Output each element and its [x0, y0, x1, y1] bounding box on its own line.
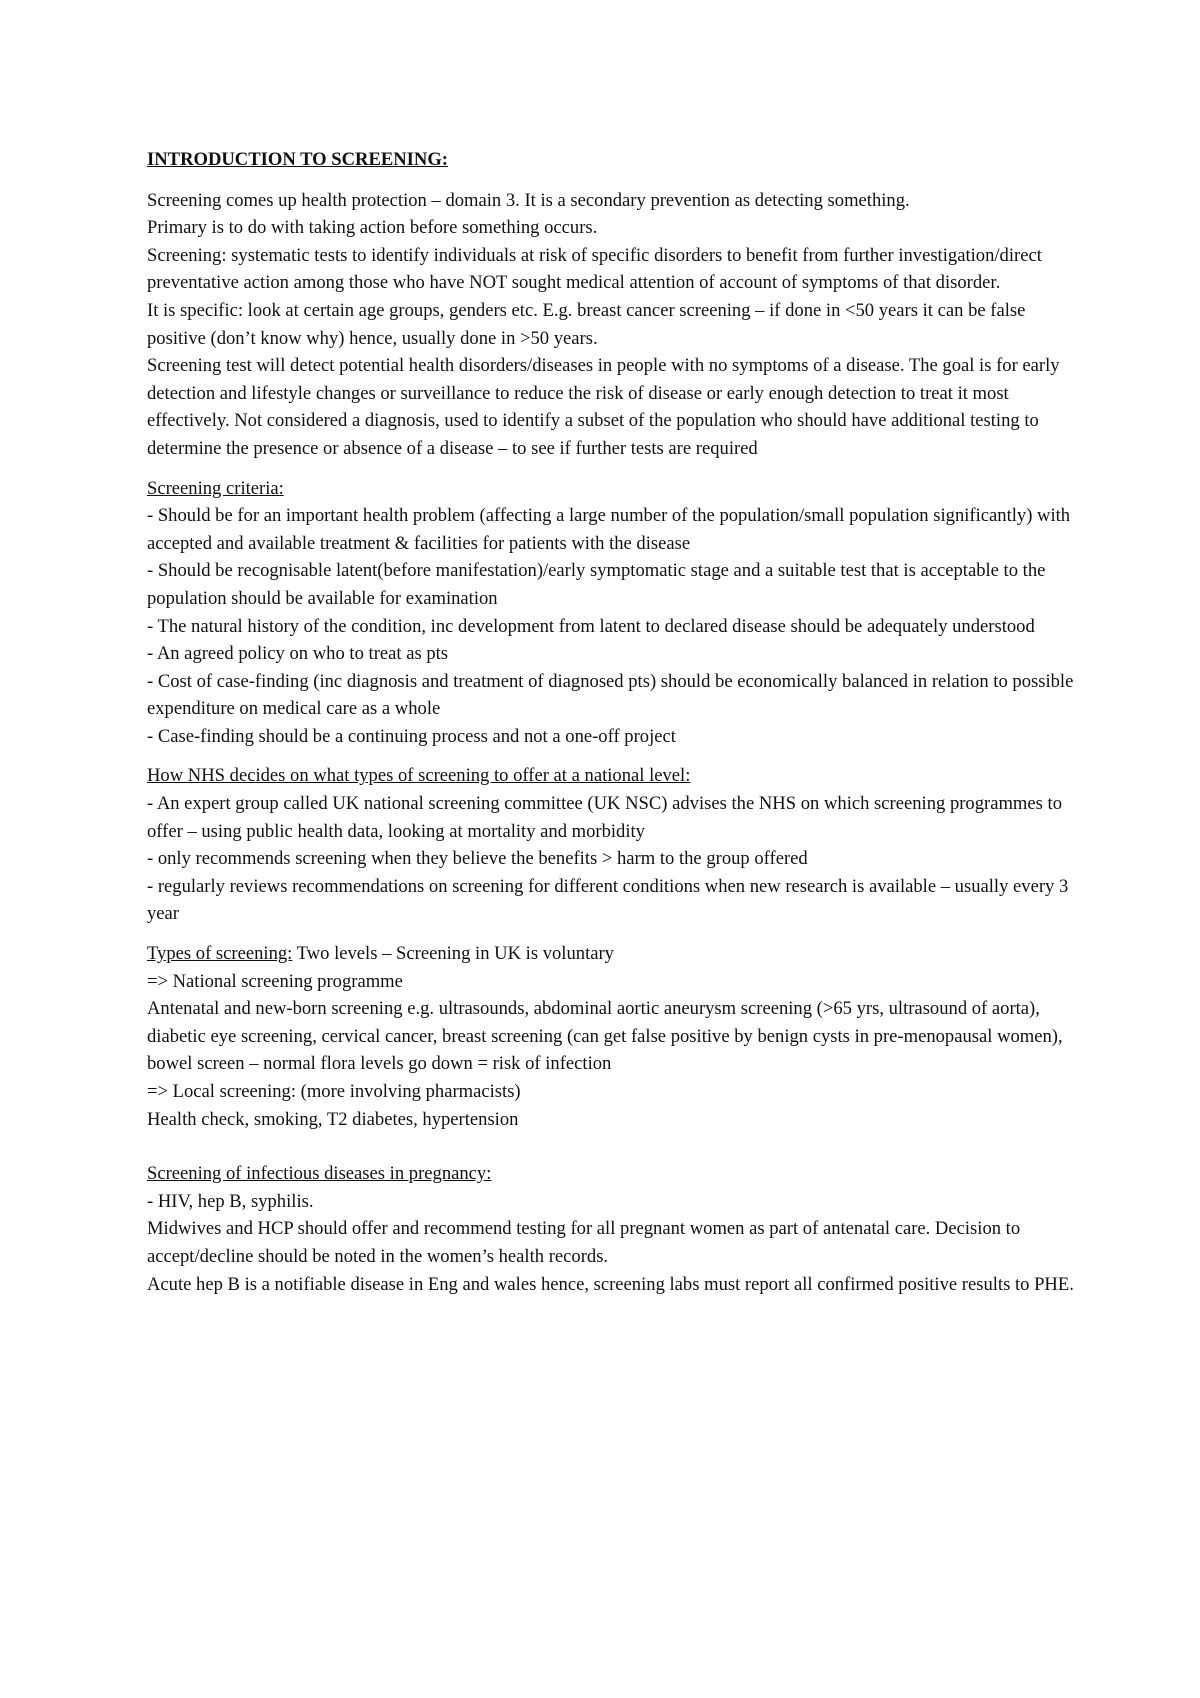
- criteria-item: - Case-finding should be a continuing process and not a one-off project: [147, 725, 676, 747]
- intro-paragraph: It is specific: look at certain age groups, genders etc. E.g. breast cancer screening – if done in <50 years it can be false positive (don’t know why) hence, usually done in >50 years.: [147, 299, 1026, 349]
- pregnancy-item: - HIV, hep B, syphilis.: [147, 1190, 314, 1212]
- types-item: Health check, smoking, T2 diabetes, hypertension: [147, 1108, 519, 1130]
- pregnancy-item: Acute hep B is a notifiable disease in Eng and wales hence, screening labs must report all confirmed positive results to PHE.: [147, 1273, 1074, 1295]
- criteria-heading: Screening criteria:: [147, 477, 284, 499]
- intro-section: [147, 187, 1077, 463]
- intro-paragraph: Screening: systematic tests to identify individuals at risk of specific disorders to benefit from further investigation/direct preventative action among those who have NOT sought medical attention of account of symptoms of that disorder.: [147, 244, 1042, 294]
- intro-paragraph: Primary is to do with taking action before something occurs.: [147, 217, 598, 239]
- criteria-item: - The natural history of the condition, inc development from latent to declared disease should be adequately understood: [147, 615, 1035, 637]
- nhs-heading: How NHS decides on what types of screening to offer at a national level:: [147, 765, 691, 787]
- types-heading-rest: Two levels – Screening in UK is voluntary: [292, 943, 614, 965]
- criteria-item: - Should be for an important health problem (affecting a large number of the population/small population significantly) with accepted and available treatment & facilities for patients with the disease: [147, 505, 1071, 554]
- document-title: INTRODUCTION TO SCREENING:: [147, 149, 449, 170]
- document-page: [147, 146, 1077, 1310]
- criteria-item: - Should be recognisable latent(before manifestation)/early symptomatic stage and a suitable test that is acceptable to the population should be available for examination: [147, 560, 1046, 609]
- types-item: => National screening programme: [147, 970, 403, 992]
- intro-paragraph: Screening comes up health protection – domain 3. It is a secondary prevention as detecting something.: [147, 189, 910, 211]
- criteria-item: - An agreed policy on who to treat as pts: [147, 643, 449, 665]
- nhs-item: - regularly reviews recommendations on screening for different conditions when new research is available – usually every 3 year: [147, 875, 1069, 925]
- types-item: Antenatal and new-born screening e.g. ultrasounds, abdominal aortic aneurysm screening (>65 yrs, ultrasound of aorta), diabetic eye screening, cervical cancer, breast screening (can get false positive by benign cysts in pre-menopausal women), bowel screen – normal flora levels go down = risk of infection: [147, 998, 1063, 1075]
- nhs-item: - only recommends screening when they believe the benefits > harm to the group offered: [147, 848, 808, 870]
- nhs-section: [147, 762, 1077, 928]
- types-heading-line: [147, 940, 1077, 968]
- types-section: [147, 940, 1077, 1133]
- nhs-item: - An expert group called UK national screening committee (UK NSC) advises the NHS on which screening programmes to offer – using public health data, looking at mortality and morbidity: [147, 793, 1062, 842]
- pregnancy-section: [147, 1160, 1077, 1298]
- types-heading: Types of screening:: [147, 943, 293, 965]
- types-item: => Local screening: (more involving pharmacists): [147, 1081, 521, 1102]
- intro-paragraph: Screening test will detect potential health disorders/diseases in people with no symptoms of a disease. The goal is for early detection and lifestyle changes or surveillance to reduce the risk of disease or early enough detection to treat it most effectively. Not considered a diagnosis, used to identify a subset of the population who should have additional testing to determine the presence or absence of a disease – to see if further tests are required: [147, 355, 1060, 459]
- criteria-section: [147, 475, 1077, 751]
- pregnancy-heading: Screening of infectious diseases in pregnancy:: [147, 1163, 492, 1185]
- pregnancy-item: Midwives and HCP should offer and recommend testing for all pregnant women as part of antenatal care. Decision to accept/decline should be noted in the women’s health records.: [147, 1218, 1021, 1267]
- criteria-item: - Cost of case-finding (inc diagnosis and treatment of diagnosed pts) should be economically balanced in relation to possible expenditure on medical care as a whole: [147, 670, 1074, 720]
